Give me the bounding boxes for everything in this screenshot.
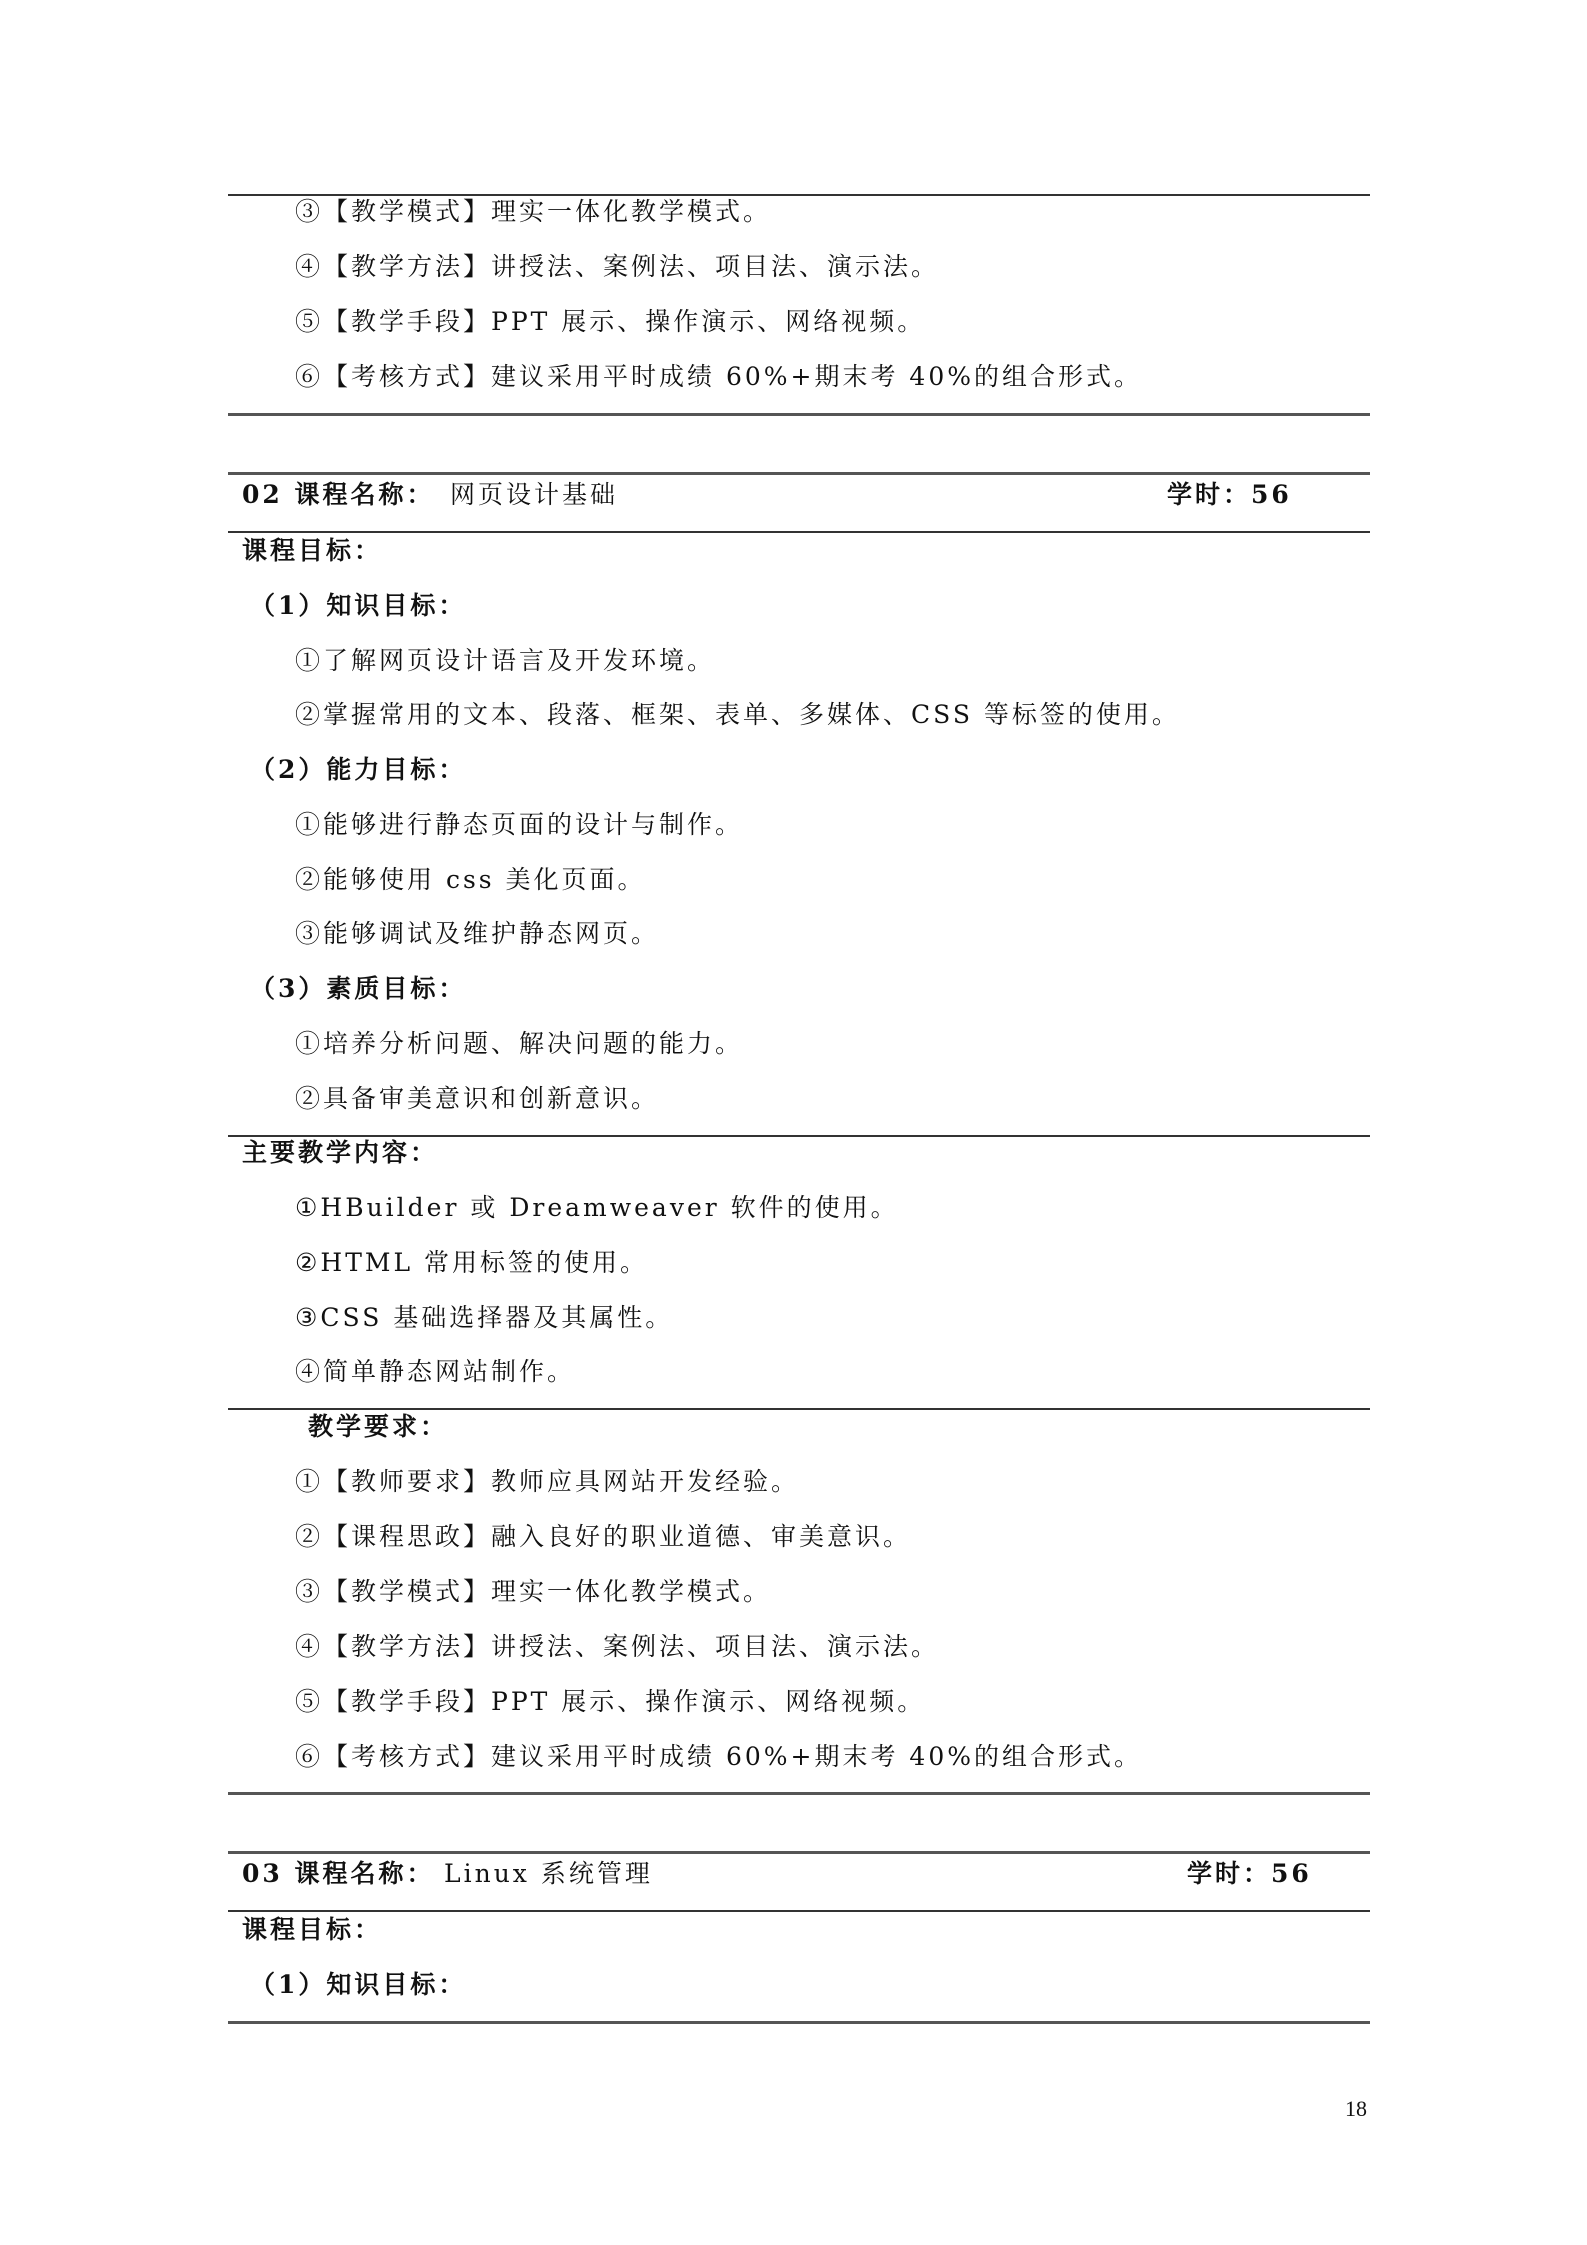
list-item: ③【教学模式】理实一体化教学模式。 [295, 1577, 772, 1606]
requirements-heading: 教学要求： [308, 1412, 449, 1441]
knowledge-heading: （1）知识目标： [250, 591, 467, 620]
course-name: 网页设计基础 [450, 480, 619, 509]
goals-heading: 课程目标： [242, 536, 383, 565]
list-item: ⑥【考核方式】建议采用平时成绩 60%+期末考 40%的组合形式。 [295, 362, 1142, 391]
course-code-label: 03 课程名称： [242, 1859, 435, 1888]
course-header-bottom-rule [228, 1910, 1370, 1912]
list-item: ②【课程思政】融入良好的职业道德、审美意识。 [295, 1522, 912, 1551]
list-item: ⑥【考核方式】建议采用平时成绩 60%+期末考 40%的组合形式。 [295, 1742, 1142, 1771]
course-header-top-rule [228, 472, 1370, 475]
content-heading: 主要教学内容： [242, 1138, 439, 1167]
course-header-bottom-rule [228, 531, 1370, 533]
list-item: ②掌握常用的文本、段落、框架、表单、多媒体、CSS 等标签的使用。 [295, 700, 1180, 729]
goals-heading: 课程目标： [242, 1915, 383, 1944]
list-item: ②HTML 常用标签的使用。 [295, 1248, 649, 1277]
list-item: ④【教学方法】讲授法、案例法、项目法、演示法。 [295, 252, 940, 281]
list-item: ⑤【教学手段】PPT 展示、操作演示、网络视频。 [295, 1687, 926, 1716]
page-number: 18 [1345, 2096, 1367, 2121]
course-code-label: 02 课程名称： [242, 480, 435, 509]
list-item: ①HBuilder 或 Dreamweaver 软件的使用。 [295, 1193, 899, 1222]
list-item: ⑤【教学手段】PPT 展示、操作演示、网络视频。 [295, 307, 926, 336]
course-header-top-rule [228, 1851, 1370, 1854]
list-item: ③能够调试及维护静态网页。 [295, 919, 660, 948]
list-item: ④【教学方法】讲授法、案例法、项目法、演示法。 [295, 1632, 940, 1661]
course-hours: 学时：56 [1187, 1859, 1312, 1888]
section-bottom-rule [228, 413, 1370, 416]
section-bottom-rule [228, 2021, 1370, 2024]
list-item: ①培养分析问题、解决问题的能力。 [295, 1029, 744, 1058]
list-item: ③CSS 基础选择器及其属性。 [295, 1303, 674, 1332]
list-item: ④简单静态网站制作。 [295, 1357, 576, 1386]
requirements-top-rule [228, 1408, 1370, 1410]
course-bottom-rule [228, 1792, 1370, 1795]
list-item: ①了解网页设计语言及开发环境。 [295, 646, 716, 675]
course-name: Linux 系统管理 [444, 1859, 653, 1888]
list-item: ③【教学模式】理实一体化教学模式。 [295, 197, 772, 226]
course-hours: 学时：56 [1167, 480, 1292, 509]
list-item: ①【教师要求】教师应具网站开发经验。 [295, 1467, 800, 1496]
knowledge-heading: （1）知识目标： [250, 1970, 467, 1999]
list-item: ②能够使用 css 美化页面。 [295, 865, 646, 894]
quality-heading: （3）素质目标： [250, 974, 467, 1003]
list-item: ①能够进行静态页面的设计与制作。 [295, 810, 744, 839]
list-item: ②具备审美意识和创新意识。 [295, 1084, 660, 1113]
ability-heading: （2）能力目标： [250, 755, 467, 784]
